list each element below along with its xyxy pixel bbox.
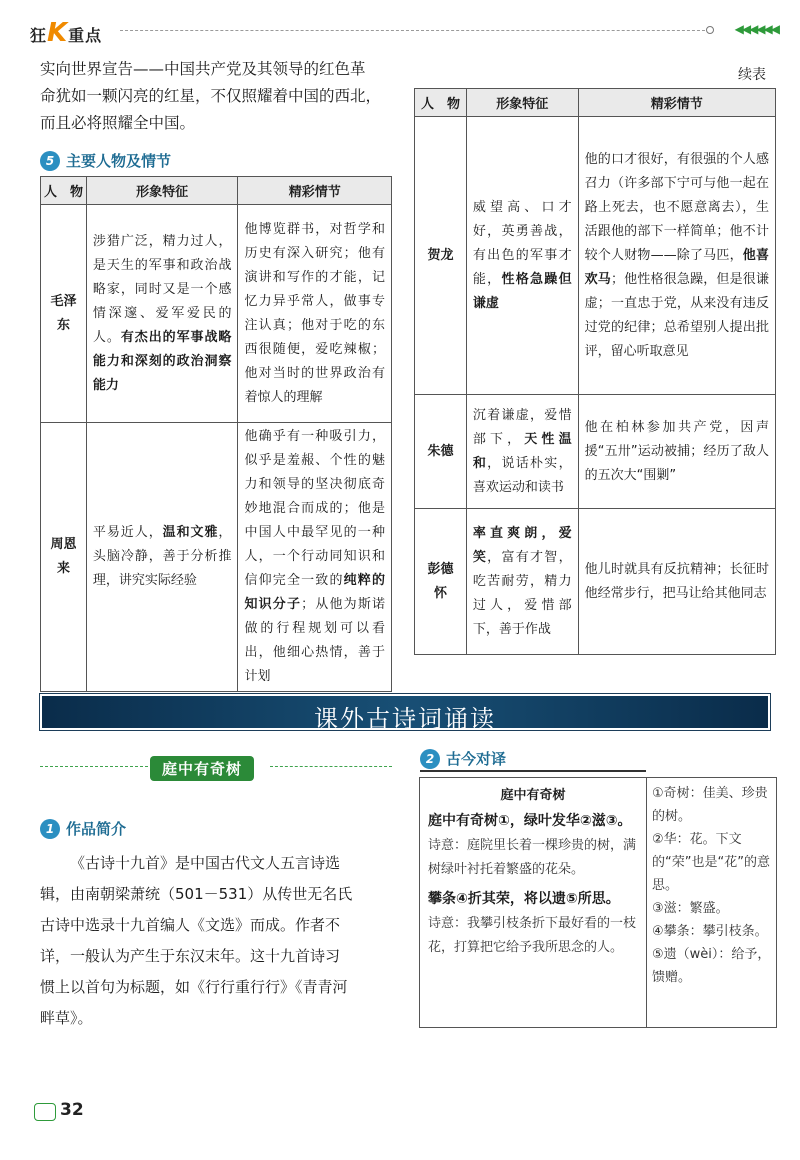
note-item: ③滋：繁盛。 [652, 901, 729, 916]
note-item: ⑤遗（wèi）：给予，馈赠。 [652, 947, 771, 985]
col-header-feature: 形象特征 [466, 89, 578, 117]
translation-box [419, 777, 777, 1028]
note-item: ④攀条：攀引枝条。 [652, 924, 768, 939]
intro-line: 实向世界宣告——中国共产党及其领导的红色革 [40, 60, 366, 78]
note-item: ①奇树：佳美、珍贵的树。 [652, 786, 768, 824]
header-dot-icon [706, 26, 714, 34]
section-number-badge: 1 [40, 819, 60, 839]
character-table-left [40, 176, 392, 692]
table-row [415, 117, 776, 395]
poem-line: 攀条④折其荣，将以遗⑤所思。 [428, 891, 620, 907]
poem-title-tag: 庭中有奇树 [150, 756, 254, 781]
poem-tag-line-right [270, 766, 392, 767]
translation-column-divider [646, 778, 647, 1027]
notes-list [652, 782, 772, 989]
person-story: 他确乎有一种吸引力，似乎是羞赧、个性的魅力和领导的坚决彻底奇妙地混合而成的；他是中国人中最罕见的一种人，一个行动同知识和信仰完全一致的纯粹的知识分子；从他为斯诺做的行程规划可以看出，他细心热情，善于计划 [238, 423, 392, 692]
person-name: 彭德怀 [415, 509, 467, 655]
person-name: 周恩来 [41, 423, 87, 692]
poem-title: 庭中有奇树 [500, 788, 566, 803]
logo-k: K [47, 18, 69, 48]
person-story: 他博览群书，对哲学和历史有深入研究；他有演讲和写作的才能，记忆力异乎常人，做事专注认真；他对于吃的东西很随便，爱吃辣椒；他对当时的世界政治有着惊人的理解 [238, 205, 392, 423]
banner-title: 课外古诗词诵读 [314, 705, 496, 733]
note-item: ②华：花。下文的“荣”也是“花”的意思。 [652, 832, 770, 893]
intro-line: 畔草》。 [40, 1009, 93, 1027]
intro-paragraph [40, 56, 400, 137]
person-name: 毛泽东 [41, 205, 87, 423]
continued-label: 续表 [738, 67, 766, 83]
poem-tag-line-left [40, 766, 148, 767]
section-title: 主要人物及情节 [66, 152, 172, 170]
header-divider [120, 30, 710, 31]
poem-translation: 诗意：我攀引枝条折下最好看的一枝花，打算把它给予我所思念的人。 [428, 916, 637, 955]
intro-line: 辑，由南朝梁萧统（501－531）从传世无名氏 [40, 885, 353, 903]
header-arrows-icon: ◀◀◀◀◀◀ [734, 22, 778, 36]
person-feature: 威望高、口才好，英勇善战，有出色的军事才能，性格急躁但谦虚 [466, 117, 578, 395]
table-row [41, 423, 392, 692]
col-header-story: 精彩情节 [238, 177, 392, 205]
logo-prefix: 狂 [30, 26, 48, 45]
person-story: 他的口才很好，有很强的个人感召力（许多部下宁可与他一起在路上死去，也不愿意离去），生活跟他的部下一样简单；他不计较个人财物——除了马匹，他喜欢马；他性格很急躁，但是很谦虚；一直忠于党，从来没有违反过党的纪律；总希望别人提出批评，留心听取意见 [578, 117, 775, 395]
person-feature: 涉猎广泛，精力过人，是天生的军事和政治战略家，同时又是一个感情深邃、爱军爱民的人。有杰出的军事战略能力和深刻的政治洞察能力 [86, 205, 238, 423]
person-feature: 平易近人，温和文雅，头脑冷静，善于分析推理，讲究实际经验 [86, 423, 238, 692]
brand-logo [30, 18, 102, 48]
intro-line: 古诗中选录十九首编人《文选》而成。作者不 [40, 916, 341, 934]
work-intro-paragraph [40, 848, 402, 1034]
section-heading-characters [40, 150, 171, 171]
poem-line: 庭中有奇树①，绿叶发华②滋③。 [428, 813, 632, 829]
intro-line: 命犹如一颗闪亮的红星，不仅照耀着中国的西北， [40, 87, 382, 105]
section-number-badge: 5 [40, 151, 60, 171]
person-name: 贺龙 [415, 117, 467, 395]
person-name: 朱德 [415, 395, 467, 509]
table-row [415, 395, 776, 509]
section-heading-intro [40, 818, 126, 839]
section-title: 古今对译 [446, 750, 507, 768]
character-table-right [414, 88, 776, 655]
page-number: 32 [60, 1100, 84, 1120]
translation-divider [420, 770, 646, 772]
col-header-person: 人 物 [415, 89, 467, 117]
person-story: 他儿时就具有反抗精神；长征时他经常步行，把马让给其他同志 [578, 509, 775, 655]
section-heading-translation [420, 748, 506, 769]
person-feature: 率直爽朗，爱笑，富有才智，吃苦耐劳，精力过人，爱惜部下，善于作战 [466, 509, 578, 655]
intro-line: 而且必将照耀全中国。 [40, 114, 196, 132]
person-story: 他在柏林参加共产党，因声援“五卅”运动被捕；经历了敌人的五次大“围剿” [578, 395, 775, 509]
poem-translation: 诗意：庭院里长着一棵珍贵的树，满树绿叶衬托着繁盛的花朵。 [428, 838, 637, 877]
table-row [41, 205, 392, 423]
col-header-story: 精彩情节 [578, 89, 775, 117]
section-title: 作品简介 [66, 820, 127, 838]
col-header-person: 人 物 [41, 177, 87, 205]
section-banner [40, 694, 770, 733]
logo-suffix: 重点 [68, 26, 103, 45]
intro-line: 惯上以首句为标题，如《行行重行行》《青青河 [40, 978, 348, 996]
poem-body [428, 808, 640, 960]
person-feature: 沉着谦虚，爱惜部下，天性温和，说话朴实，喜欢运动和读书 [466, 395, 578, 509]
table-row [415, 509, 776, 655]
page-leaf-icon [34, 1103, 56, 1121]
col-header-feature: 形象特征 [86, 177, 238, 205]
section-number-badge: 2 [420, 749, 440, 769]
intro-line: 详，一般认为产生于东汉末年。这十九首诗习 [40, 947, 341, 965]
intro-line: 《古诗十九首》是中国古代文人五言诗选 [70, 854, 341, 872]
